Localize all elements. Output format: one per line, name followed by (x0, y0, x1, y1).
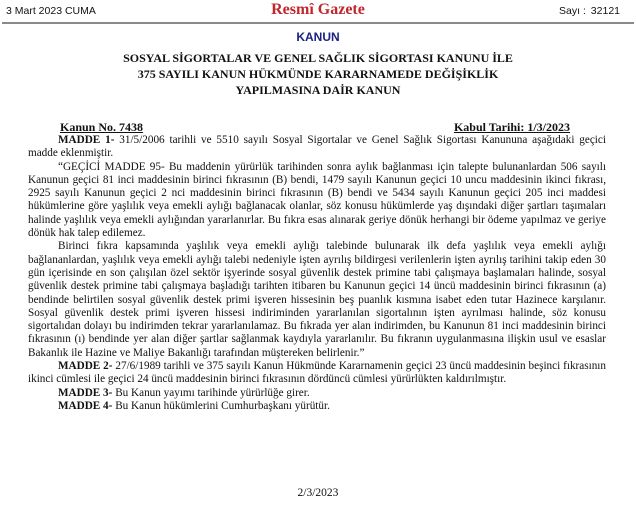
law-title-line: SOSYAL SİGORTALAR VE GENEL SAĞLIK SİGORTASI KANUNU İLE (123, 51, 513, 65)
article-label: MADDE 1- (58, 134, 115, 146)
law-title-line: 375 SAYILI KANUN HÜKMÜNDE KARARNAMEDE DEĞİŞİKLİK (137, 67, 499, 81)
article-paragraph (28, 387, 606, 400)
section-heading: KANUN (296, 30, 340, 44)
law-title-line: YAPILMASINA DAİR KANUN (235, 83, 401, 97)
gazette-title: Resmî Gazete (271, 1, 365, 18)
article-paragraph (28, 134, 606, 161)
adoption-date: Kabul Tarihi: 1/3/2023 (453, 120, 570, 134)
article-label: MADDE 3- (58, 386, 113, 399)
article-text: Bu Kanun hükümlerini Cumhurbaşkanı yürütür. (112, 399, 330, 412)
law-number: Kanun No. 7438 (60, 120, 144, 134)
issue-number (557, 5, 620, 17)
article-label: MADDE 4- (58, 399, 113, 412)
publication-date: 3 Mart 2023 CUMA (6, 5, 96, 17)
law-meta (60, 120, 570, 134)
article-paragraph (28, 360, 606, 387)
issue-label: Sayı : (559, 5, 586, 17)
law-body (28, 134, 606, 413)
header-divider (2, 22, 634, 24)
article-label: MADDE 2- (58, 360, 113, 373)
issue-value: 32121 (590, 5, 620, 17)
law-title (60, 50, 576, 98)
signature-date: 2/3/2023 (297, 487, 339, 499)
article-paragraph: Birinci fıkra kapsamında yaşlılık veya emekli aylığı talebinde bulunarak ilk defa yaşlılık veya emekli aylığı bağlananlardan, yaşlılık veya emekli aylığı talebi nedeniyle işten ayrılış bildirgesi verilenlerin işten ayrılış tarihini takip eden 30 gün içerisinde en son çalışılan özel sektör işyerinde sosyal güvenlik destek primine tabi çalışmaya başlamaları halinde, sosyal güvenlik destek primine tabi çalışmaya başladığı tarihten itibaren bu Kanunun geçici 14 üncü maddesinin birinci fıkrasının (a) bendinde belirtilen sosyal güvenlik destek primi işveren hissesinin beş puanlık kısmına isabet eden tutar Hazinece karşılanır. Sosyal güvenlik destek primi işveren hissesi indiriminden yararlanılan sigortalının işten ayrılması halinde, söz konusu sigortalıdan dolayı bu indirimden tekrar yararlanılamaz. Bu fıkrada yer alan indirimden, bu Kanunun 81 inci maddesinin birinci fıkrasının (ı) bendinde yer alan diğer şartlar sağlanmak kaydıyla yararlanılır. Bu fıkranın uygulanmasına ilişkin usul ve esaslar Bakanlık ile Hazine ve Maliye Bakanlığı tarafından müştereken belirlenir.” (28, 240, 606, 359)
article-paragraph (28, 400, 606, 413)
article-text: 27/6/1989 tarihli ve 375 sayılı Kanun Hükmünde Kararnamenin geçici 23 üncü maddesinin beşinci fıkrasının ikinci cümlesi ile geçici 24 üncü maddesinin birinci fıkrasının dördüncü cümlesi yürürlükten kaldırılmıştır. (28, 360, 606, 386)
article-text: 31/5/2006 tarihli ve 5510 sayılı Sosyal Sigortalar ve Genel Sağlık Sigortası Kanununa aşağıdaki geçici madde eklenmiştir. (28, 134, 606, 160)
gazette-header (0, 0, 636, 22)
article-paragraph: “GEÇİCİ MADDE 95- Bu maddenin yürürlük tarihinden sonra aylık bağlanması için talepte bulunanlardan 506 sayılı Kanunun geçici 81 inci maddesinin birinci fıkrasının (B) bendi, 1479 sayılı Kanunun geçici 10 uncu maddesinin ikinci fıkrası, 2925 sayılı Kanunun geçici 2 nci maddesinin birinci fıkrasının (B) bendi ve 5434 sayılı Kanunun geçici 205 inci maddesi hükümlerine göre yaşlılık veya emekli aylığı bağlanacak olanlar, söz konusu hükümlerde yaş dışındaki diğer şartları taşımaları halinde yaşlılık veya emekli aylığından yararlanırlar. Bu fıkra esas alınarak geriye dönük herhangi bir ödeme yapılmaz ve geriye dönük hak talep edilemez. (28, 160, 606, 240)
article-text: Bu Kanun yayımı tarihinde yürürlüğe girer. (112, 386, 310, 399)
